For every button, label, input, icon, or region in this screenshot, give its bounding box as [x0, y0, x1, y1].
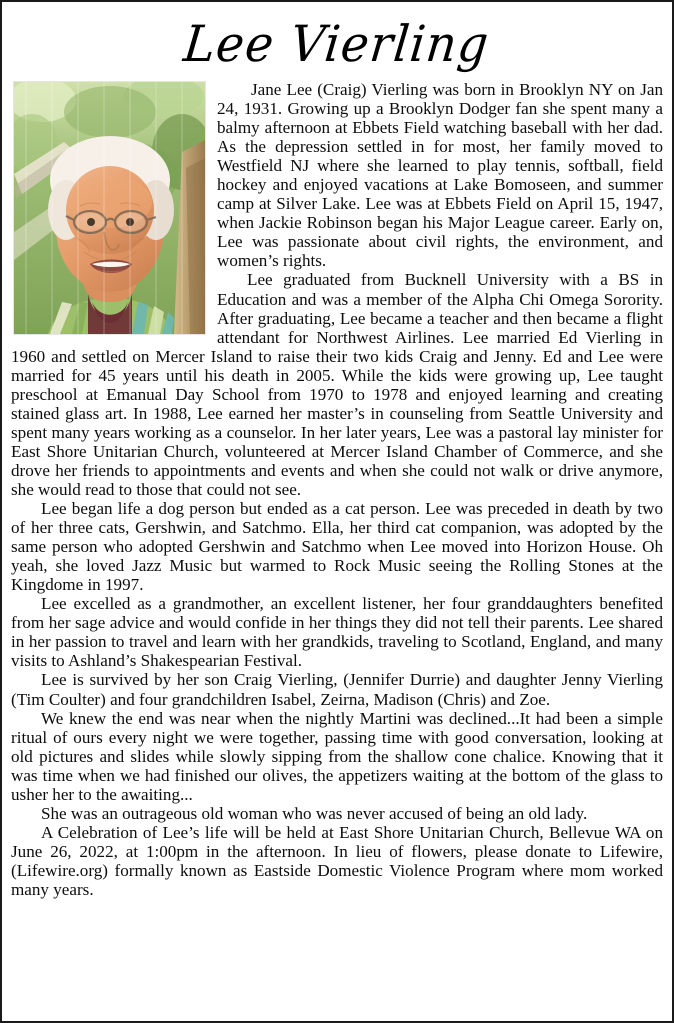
- title-block: [11, 8, 663, 80]
- paragraph-4: Lee excelled as a grandmother, an excellent listener, her four granddaughters benefited from her sage advice and would confide in her things they did not tell their parents. Lee shared in her passion to travel and learn with her grandkids, traveling to Scotland, England, and many visits to Ashland’s Shakespearian Festival.: [11, 594, 663, 671]
- portrait-photo: [14, 82, 205, 334]
- paragraph-3: Lee began life a dog person but ended as a cat person. Lee was preceded in death by two of her three cats, Gershwin, and Satchmo. Ella, her third cat companion, was adopted by the same person who adopted Gershwin and Satchmo when Lee moved into Horizon House. Oh yeah, she loved Jazz Music but warmed to Rock Music seeing the Rolling Stones at the Kingdome in 1997.: [11, 499, 663, 595]
- paragraph-5: Lee is survived by her son Craig Vierling, (Jennifer Durrie) and daughter Jenny Vierling (Tim Coulter) and four grandchildren Isabel, Zeirna, Madison (Chris) and Zoe.: [11, 670, 663, 709]
- page-content: [2, 2, 672, 1021]
- paragraph-2: Lee graduated from Bucknell University with a BS in Education and was a member of the Alpha Chi Omega Sorority. After graduating, Lee became a teacher and then became a flight attendant for Northwest Airlines. Lee married Ed Vierling in 1960 and settled on Mercer Island to raise their two kids Craig and Jenny. Ed and Lee were married for 45 years until his death in 2005. While the kids were growing up, Lee taught preschool at Emanual Day School from 1970 to 1978 and enjoyed learning and creating stained glass art. In 1988, Lee earned her master’s in counseling from Seattle University and spent many years working as a counselor. In her later years, Lee was a pastoral lay minister for East Shore Unitarian Church, volunteered at Mercer Island Chamber of Commerce, and she drove her friends to appointments and events and when she could not walk or drive anymore, she would read to those that could not see.: [11, 270, 663, 499]
- portrait-image: [14, 82, 205, 334]
- page-title: Lee Vierling: [181, 15, 493, 74]
- paragraph-1: Jane Lee (Craig) Vierling was born in Brooklyn NY on Jan 24, 1931. Growing up a Brooklyn Dodger fan she spent many a balmy afternoon at Ebbets Field watching baseball with her dad. As the depression settled in for most, her family moved to Westfield NJ where she learned to play tennis, softball, field hockey and enjoyed vacations at Lake Bomoseen, and summer camp at Silver Lake. Lee was at Ebbets Field on April 15, 1947, when Jackie Robinson began his Major League career. Early on, Lee was passionate about civil rights, the environment, and women’s rights.: [217, 80, 663, 271]
- paragraph-8: A Celebration of Lee’s life will be held at East Shore Unitarian Church, Bellevue WA on June 26, 2022, at 1:00pm in the afternoon. In lieu of flowers, please donate to Lifewire, (Lifewire.org) formally known as Eastside Domestic Violence Program where mom worked many years.: [11, 822, 663, 899]
- paragraph-6: We knew the end was near when the nightly Martini was declined...It had been a simple ritual of ours every night we were together, passing time with good conversation, looking at old pictures and slides while slowly sipping from the shallow cone chalice. Knowing that it was time when we had finished our olives, the appetizers waiting at the bottom of the glass to usher her to the awaiting...: [11, 708, 663, 804]
- paragraph-7: She was an outrageous old woman who was never accused of being an old lady.: [41, 803, 588, 823]
